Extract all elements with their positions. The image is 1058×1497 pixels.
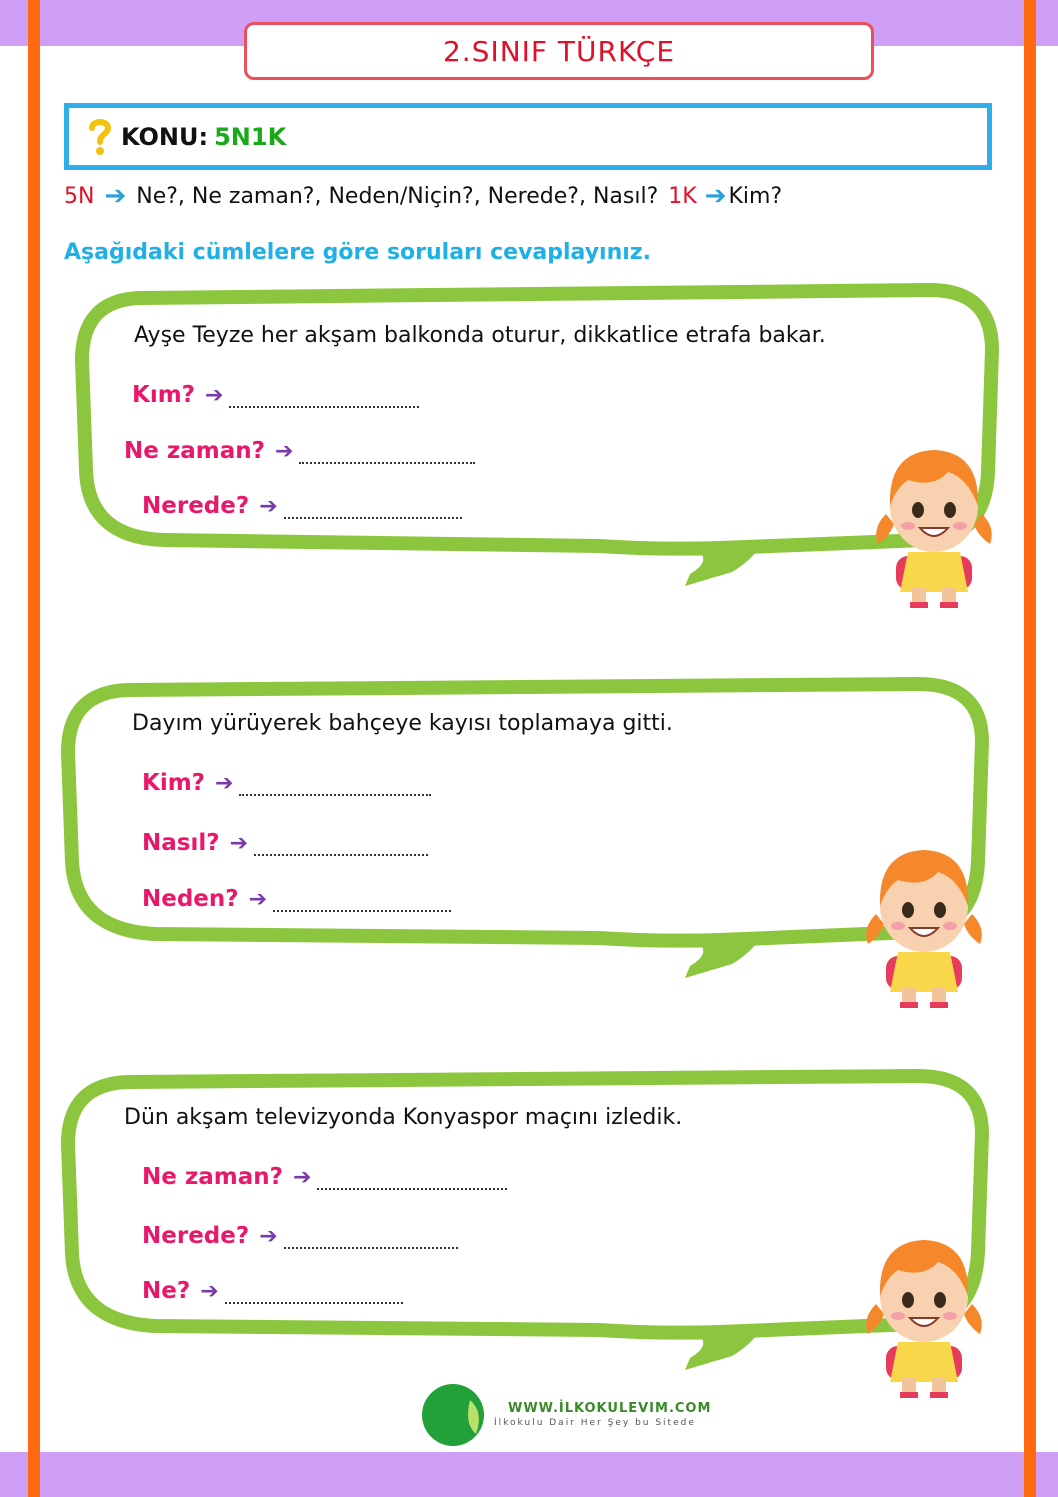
arrow-right-icon: ➔ xyxy=(248,886,268,912)
rule-5n-questions: Ne?, Ne zaman?, Neden/Niçin?, Nerede?, Nasıl? xyxy=(136,183,659,209)
question-label: Ne zaman? xyxy=(124,438,265,464)
exercise-2-question-2 xyxy=(142,830,428,856)
exercise-1-question-2 xyxy=(124,438,475,464)
exercise-1-question-3 xyxy=(142,493,462,519)
answer-blank[interactable] xyxy=(317,1174,507,1190)
topic-value: 5N1K xyxy=(214,122,287,151)
question-label: Kım? xyxy=(132,382,196,408)
girl-illustration-2 xyxy=(858,832,990,1012)
question-label: Neden? xyxy=(142,886,239,912)
arrow-right-icon: ➔ xyxy=(205,382,224,408)
question-label: Nerede? xyxy=(142,493,250,519)
rule-1k-questions: Kim? xyxy=(728,183,783,209)
site-tagline: İlkokulu Dair Her Şey bu Sitede xyxy=(494,1418,696,1428)
arrow-right-icon: ➔ xyxy=(274,438,294,464)
answer-blank[interactable] xyxy=(225,1288,403,1304)
answer-blank[interactable] xyxy=(284,1233,458,1249)
arrow-right-icon: ➔ xyxy=(229,830,249,856)
arrow-right-icon: ➔ xyxy=(704,181,727,211)
exercise-3-question-1 xyxy=(142,1164,507,1190)
exercise-3-question-2 xyxy=(142,1223,458,1249)
question-label: Ne? xyxy=(142,1278,191,1304)
arrow-right-icon: ➔ xyxy=(259,493,278,519)
exercise-3-sentence: Dün akşam televizyonda Konyaspor maçını izledik. xyxy=(124,1105,683,1130)
answer-blank[interactable] xyxy=(239,780,431,796)
rule-1k-label: 1K xyxy=(668,183,697,209)
arrow-right-icon: ➔ xyxy=(200,1278,219,1304)
answer-blank[interactable] xyxy=(284,503,462,519)
answer-blank[interactable] xyxy=(299,448,475,464)
answer-blank[interactable] xyxy=(229,392,419,408)
arrow-right-icon: ➔ xyxy=(215,770,234,796)
page-title: 2.SINIF TÜRKÇE xyxy=(442,34,676,68)
rule-5n-label: 5N xyxy=(64,183,95,209)
exercise-2-question-3 xyxy=(142,886,451,912)
exercise-3-question-3 xyxy=(142,1278,403,1304)
exercise-1-question-1 xyxy=(132,382,419,408)
topic-label: KONU: xyxy=(121,122,209,151)
exercise-2-sentence: Dayım yürüyerek bahçeye kayısı toplamaya gitti. xyxy=(132,711,673,736)
answer-blank[interactable] xyxy=(254,840,428,856)
question-label: Nasıl? xyxy=(142,830,220,856)
arrow-right-icon: ➔ xyxy=(292,1164,312,1190)
site-logo-icon xyxy=(420,1382,490,1448)
question-label: Ne zaman? xyxy=(142,1164,283,1190)
arrow-right-icon: ➔ xyxy=(104,181,127,211)
girl-illustration-3 xyxy=(858,1222,990,1402)
site-url: WWW.İLKOKULEVIM.COM xyxy=(508,1401,712,1416)
question-label: Kim? xyxy=(142,770,206,796)
instruction-text: Aşağıdaki cümlelere göre soruları cevaplayınız. xyxy=(64,240,651,265)
answer-blank[interactable] xyxy=(273,896,451,912)
exercise-1-sentence: Ayşe Teyze her akşam balkonda oturur, dikkatlice etrafa bakar. xyxy=(134,323,826,348)
question-label: Nerede? xyxy=(142,1223,250,1249)
girl-illustration-1 xyxy=(868,432,1000,612)
arrow-right-icon: ➔ xyxy=(259,1223,278,1249)
exercise-2-question-1 xyxy=(142,770,431,796)
